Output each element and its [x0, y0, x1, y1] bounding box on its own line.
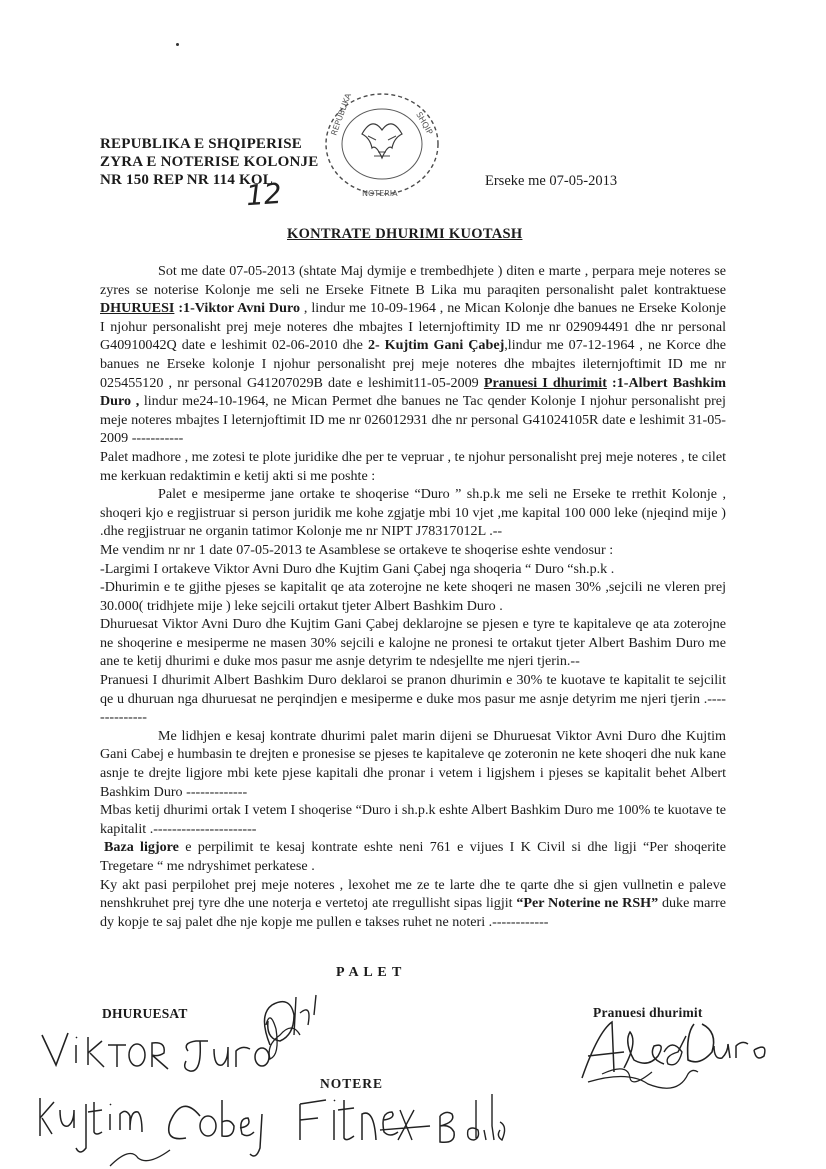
paragraph-effects: Me lidhjen e kesaj kontrate dhurimi palet marin dijeni se Dhuruesat Viktor Avni Duro dhe Kujtim Gani Cabej e humbasin te drejten e pronesise se pjeses te kapitaleve qe zoteronin ne kete shoqeri dhe nuk kane asnje te drejte ligjore mbi kete pjese kapitali dhe pronar i vetem i ligjshem i pjeses se kapitalit behet Albert Bashkim Duro ------------- — [100, 727, 726, 800]
svg-text:SHQIP: SHQIP — [414, 110, 435, 137]
legal-basis-label: Baza ligjore — [104, 839, 179, 856]
law-title: “Per Noterine ne RSH” — [516, 895, 659, 912]
handwritten-number: 12 — [244, 176, 283, 213]
paragraph-donors-declare: Dhuruesat Viktor Avni Duro dhe Kujtim Gani Çabej deklarojne se pjesen e tyre te kapitaleve qe ata zoterojne ne shoqerine e mesiperme ne masen 30% sejcili e kalojne ne pronesi te ortakut tjeter Albert Bashim Duro me ane te ketij dhurimi e duke mos pasur me asnje detyrim te ndesjellte me njeri tjerin.-- — [100, 616, 726, 670]
receiver-label: Pranuesi I dhurimit — [483, 374, 607, 391]
contract-body — [100, 262, 726, 931]
notary-seal-stamp — [318, 86, 448, 204]
header-office: ZYRA E NOTERISE KOLONJE — [100, 154, 319, 170]
paragraph-decision: Me vendim nr nr 1 date 07-05-2013 te Asamblese se ortakeve te shoqerise eshte vendosur : — [100, 541, 614, 558]
paragraph-company: Palet e mesiperme jane ortake te shoqerise “Duro ” sh.p.k me seli ne Erseke te rrethit Kolonje , shoqeri kjo e regjistruar si person juridik me kohe zgjatje mbi 10 vjet ,me kapital 100 000 leke (njeqind mije ) .dhe regjistruar ne organin tatimor Kolonje me nr NIPT J78317012L .-- — [100, 486, 726, 540]
paragraph-receiver-declares: Pranuesi I dhurimit Albert Bashkim Duro deklaroi se pranon dhurimin e 30% te kuotave te kapitalit te sejcilit qe u dhuruan nga dhuruesat ne perqindjen e mesiperme e duke mos pasur me asnje detyrim me njeri tjerin .-------------- — [100, 672, 726, 726]
donor-label: DHURUESI — [100, 300, 175, 317]
paragraph-capacity: Palet madhore , me zotesi te plote juridike dhe per te vepruar , te njohur personalisht prej meje noteres , te cilet me kerkuan redaktimin e ketij akti si me poshte : — [100, 448, 726, 484]
paragraph-donation: -Dhurimin e te gjithe pjeses se kapitalit qe ata zoterojne ne kete shoqeri ne masen 30% ,sejcili ne vleren prej 30.000( tridhjete mije ) leke sejcili ortakut tjeter Albert Bashkim Duro . — [100, 579, 726, 614]
receiver-footer-label: Pranuesi dhurimit — [593, 1005, 703, 1020]
donor2-name: 2- Kujtim Gani Çabej — [367, 337, 505, 354]
notary-label: NOTERE — [320, 1076, 384, 1091]
paragraph-closing: Ky akt pasi perpilohet prej meje noteres , lexohet me ze te larte dhe te qarte dhe si gjen vullnetin e paleve nenshkruhet prej tyre dhe une noterja e vertetoj ate rregullisht sipas ligjit “Per Noterine ne RSH” duke marre dy kopje te saj palet dhe nje kopje me pullen e takses ruhet ne noteri .------------ — [100, 876, 726, 930]
donor1-name: :1-Viktor Avni Duro — [174, 300, 300, 317]
header-reference-number: NR 150 REP NR 114 KOL — [100, 172, 273, 188]
place-date: Erseke me 07-05-2013 — [485, 173, 618, 189]
paper-speck — [176, 43, 179, 46]
paragraph-legal-basis: Baza ligjore e perpilimit te kesaj kontrate eshte neni 761 e vijues I K Civil si dhe ligji “Per shoqerite Tregetare “ me ndryshimet perkatese . — [100, 839, 726, 874]
signature-receiver-picture — [568, 1012, 778, 1092]
signature-donor2-picture — [30, 1088, 280, 1168]
document-title: KONTRATE DHURIMI KUOTASH — [287, 226, 523, 242]
paragraph-sole-owner: Mbas ketij dhurimi ortak I vetem I shoqerise “Duro i sh.p.k eshte Albert Bashkim Duro me 100% te kuotave te kapitalit .---------------------- — [100, 802, 726, 837]
signature-notary-picture — [280, 1070, 510, 1165]
header-republic: REPUBLIKA E SHQIPERISE — [100, 136, 302, 152]
parties-heading: P A L E T — [336, 965, 403, 980]
paragraph-parties: Sot me date 07-05-2013 (shtate Maj dymije e trembedhjete ) diten e marte , perpara meje noteres se zyres se noterise Kolonje me seli ne Erseke Fitnete B Lika mu paraqiten personalisht palet kontraktuese DHURUESI :1-Viktor Avni Duro , lindur me 10-09-1964 , ne Mican Kolonje dhe banues ne Erseke Kolonje I njohur personalisht prej meje noteres dhe mbajtes I leternjoftimity ID me nr 029094491 dhe nr personal G40910042Q date e leshimit 02-06-2010 dhe 2- Kujtim Gani Çabej,lindur me 07-12-1964 , ne Korce dhe banues ne Erseke kolonje I njohur personalisht prej meje noteres dhe mbajtes ileternjoftimit ID me nr 025455120 , nr personal G41207029B date e leshimit11-05-2009 Pranuesi I dhurimit :1-Albert Bashkim Duro , lindur me24-10-1964, ne Mican Permet dhe banues ne Tac qender Kolonje I njohur personalisht prej meje noteres mbajtes I leternjoftimit ID me nr 026012931 dhe nr personal G41024105R date e leshimit 31-05-2009 ----------- — [100, 263, 727, 447]
svg-text:REPUBLIKA: REPUBLIKA — [329, 92, 353, 137]
svg-text:NOTERIA: NOTERIA — [362, 189, 398, 198]
paragraph-withdrawal: -Largimi I ortakeve Viktor Avni Duro dhe Kujtim Gani Çabej nga shoqeria “ Duro “sh.p.k . — [100, 560, 615, 577]
receiver-name: :1-Albert Bashkim Duro , — [100, 374, 727, 410]
signature-donor-initials-picture — [250, 985, 330, 1065]
donors-label: DHURUESAT — [102, 1006, 188, 1021]
